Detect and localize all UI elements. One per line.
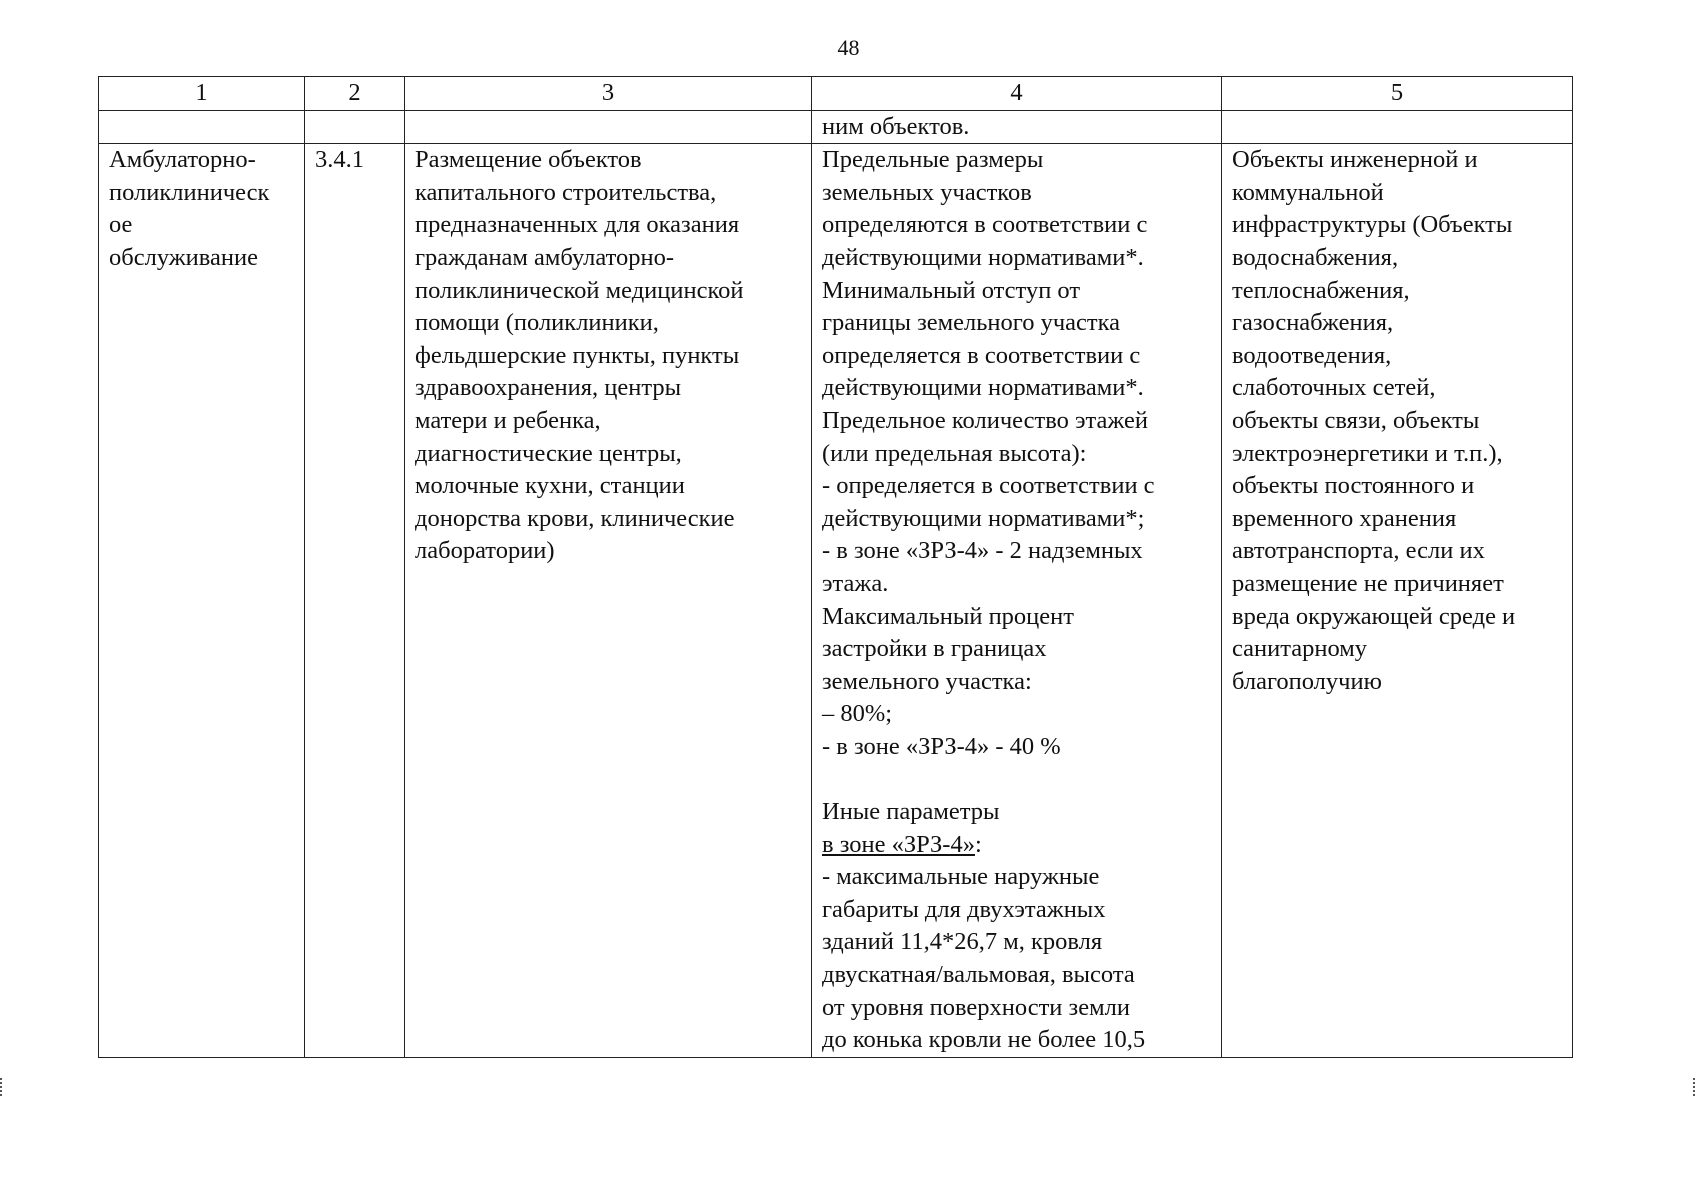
parameters-line: действующими нормативами*. [822,374,1144,402]
continuation-cell-4: ним объектов. [812,110,1222,144]
land-use-name-line: обслуживание [109,243,258,271]
description-line: диагностические центры, [415,439,682,467]
parameters-line: – 80%; [822,700,893,728]
land-use-name-line: поликлиническ [109,178,270,206]
parameters-line: определяется в соответствии с [822,341,1141,369]
other-params-line: до конька кровли не более 10,5 [822,1026,1146,1054]
parameters-line: - в зоне «ЗРЗ-4» - 40 % [822,732,1061,760]
parameters-line: действующими нормативами*. [822,243,1144,271]
description-line: предназначенных для оказания [415,211,740,239]
auxiliary-line: инфраструктуры (Объекты [1232,211,1513,239]
auxiliary-line: водоснабжения, [1232,243,1399,271]
land-use-code-cell [305,144,405,1058]
auxiliary-line: объекты связи, объекты [1232,406,1480,434]
auxiliary-line: Объекты инженерной и [1232,146,1478,174]
continuation-cell-2 [305,110,405,144]
description-line: Размещение объектов [415,146,642,174]
parameters-line: Максимальный процент [822,602,1074,630]
continuation-cell-3 [405,110,812,144]
description-line: фельдшерские пункты, пункты [415,341,740,369]
auxiliary-line: газоснабжения, [1232,309,1394,337]
blank-line [822,763,1211,796]
parameters-line: определяются в соответствии с [822,211,1148,239]
other-params-line: двускатная/вальмовая, высота [822,961,1135,989]
table-header-row [99,77,1573,111]
other-params-line: габариты для двухэтажных [822,895,1106,923]
auxiliary-line: коммунальной [1232,178,1384,206]
scan-mark-left [0,1078,4,1096]
continuation-cell-1 [99,110,305,144]
parameters-cell [812,144,1222,1058]
auxiliary-line: вреда окружающей среде и [1232,602,1516,630]
description-line: матери и ребенка, [415,406,601,434]
other-params-zone-line [822,829,1211,862]
parameters-line: - в зоне «ЗРЗ-4» - 2 надземных [822,537,1143,565]
parameters-line: земельного участка: [822,667,1032,695]
auxiliary-line: слаботочных сетей, [1232,374,1436,402]
auxiliary-line: водоотведения, [1232,341,1392,369]
scan-mark-right [1693,1078,1697,1096]
header-cell-2: 2 [305,77,405,111]
auxiliary-line: теплоснабжения, [1232,276,1410,304]
other-params-colon: : [974,830,982,858]
parameters-line: застройки в границах [822,635,1047,663]
auxiliary-line: объекты постоянного и [1232,472,1475,500]
description-line: поликлинической медицинской [415,276,744,304]
auxiliary-uses-cell [1222,144,1573,1058]
continuation-cell-5 [1222,110,1573,144]
land-use-table [98,76,1573,1058]
header-cell-4: 4 [812,77,1222,111]
description-line: донорства крови, клинические [415,504,735,532]
description-line: капитального строительства, [415,178,717,206]
table-row [99,144,1573,1058]
parameters-line: этажа. [822,569,889,597]
auxiliary-line: автотранспорта, если их [1232,537,1485,565]
parameters-line: Минимальный отступ от [822,276,1081,304]
parameters-line: (или предельная высота): [822,439,1087,467]
land-use-name-line: Амбулаторно- [109,146,256,174]
header-cell-1: 1 [99,77,305,111]
auxiliary-line: санитарному [1232,635,1368,663]
parameters-line: земельных участков [822,178,1032,206]
description-line: помощи (поликлиники, [415,309,659,337]
other-params-line: - максимальные наружные [822,863,1100,891]
description-line: молочные кухни, станции [415,472,685,500]
land-use-name-cell [99,144,305,1058]
description-cell [405,144,812,1058]
parameters-line: действующими нормативами*; [822,504,1145,532]
header-cell-5: 5 [1222,77,1573,111]
other-params-zone: в зоне «ЗРЗ-4» [822,830,975,858]
other-params-title: Иные параметры [822,798,1000,826]
header-cell-3: 3 [405,77,812,111]
page-number: 48 [837,35,860,60]
other-params-line: зданий 11,4*26,7 м, кровля [822,928,1103,956]
parameters-line: - определяется в соответствии с [822,472,1155,500]
land-use-name-line: ое [109,211,133,239]
auxiliary-line: размещение не причиняет [1232,569,1504,597]
description-line: лаборатории) [415,537,555,565]
auxiliary-line: электроэнергетики и т.п.), [1232,439,1503,467]
land-use-code: 3.4.1 [315,146,364,174]
description-line: гражданам амбулаторно- [415,243,675,271]
parameters-line: Предельные размеры [822,146,1044,174]
auxiliary-line: временного хранения [1232,504,1457,532]
continuation-row [99,110,1573,144]
parameters-line: Предельное количество этажей [822,406,1148,434]
description-line: здравоохранения, центры [415,374,682,402]
parameters-line: границы земельного участка [822,309,1121,337]
auxiliary-line: благополучию [1232,667,1382,695]
other-params-line: от уровня поверхности земли [822,993,1130,1021]
